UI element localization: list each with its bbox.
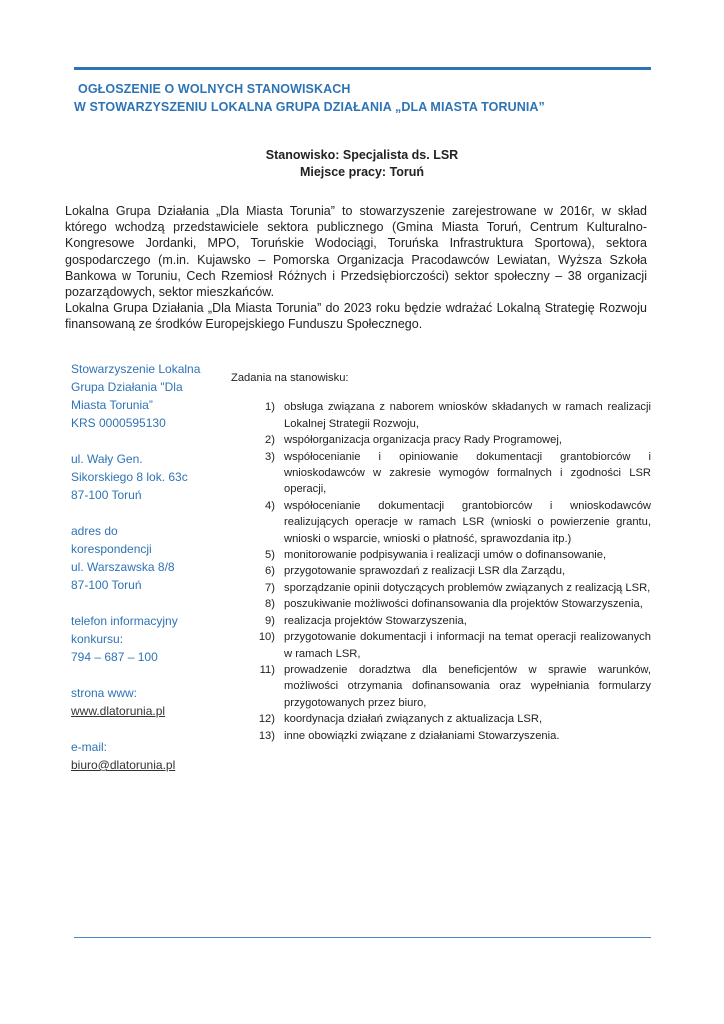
correspondence-line: adres do	[71, 524, 118, 538]
task-text: poszukiwanie możliwości dofinansowania dla projektów Stowarzyszenia,	[284, 598, 643, 611]
task-text: prowadzenie doradztwa dla beneficjentów w sprawie warunków, możliwości otrzymania dofinansowania oraz wypełniania formularzy przygotowanych przez biuro,	[284, 663, 651, 709]
task-number: 12)	[258, 713, 275, 726]
www-label: strona www:	[71, 686, 138, 700]
task-item	[231, 613, 651, 629]
correspondence-line: korespondencji	[71, 542, 152, 556]
announcement-header	[74, 80, 674, 116]
phone-label: telefon informacyjny	[71, 614, 178, 628]
workplace: Miejsce pracy: Toruń	[299, 165, 425, 179]
header-line-2: W STOWARZYSZENIU LOKALNA GRUPA DZIAŁANIA „DLA MIASTA TORUNIA”	[74, 100, 545, 114]
address-block	[71, 450, 221, 504]
task-text: współocenianie i opiniowanie dokumentacji grantobiorców i wnioskodawców w zakresie wymogów formalnych i zgodności LSR operacji,	[284, 450, 651, 496]
top-divider	[74, 67, 651, 70]
contact-sidebar	[71, 360, 221, 792]
tasks-title: Zadania na stanowisku:	[231, 372, 349, 384]
position-title: Stanowisko: Specjalista ds. LSR	[265, 148, 459, 162]
task-number: 4)	[265, 499, 275, 512]
phone-label: konkursu:	[71, 632, 124, 646]
bottom-divider	[74, 937, 651, 938]
tasks-section	[231, 370, 651, 744]
address-line: 87-100 Toruń	[71, 488, 142, 502]
task-item	[231, 662, 651, 711]
correspondence-block	[71, 522, 221, 594]
address-line: ul. Wały Gen.	[71, 452, 143, 466]
task-number: 5)	[265, 549, 275, 562]
address-line: Sikorskiego 8 lok. 63c	[71, 470, 188, 484]
task-text: koordynacja działań związanych z aktualizacja LSR,	[284, 713, 543, 726]
task-item	[231, 596, 651, 612]
task-text: monitorowanie podpisywania i realizacji umów o dofinansowanie,	[284, 549, 607, 562]
correspondence-line: 87-100 Toruń	[71, 578, 142, 592]
task-number: 13)	[258, 729, 275, 742]
task-item	[231, 580, 651, 596]
task-number: 7)	[265, 581, 275, 594]
www-link[interactable]: www.dlatorunia.pl	[71, 704, 166, 718]
task-item	[231, 728, 651, 744]
task-number: 10)	[258, 631, 275, 644]
org-block	[71, 360, 221, 432]
email-label: e-mail:	[71, 740, 108, 754]
task-text: współorganizacja organizacja pracy Rady Programowej,	[284, 434, 562, 447]
org-line: Miasta Torunia”	[71, 398, 153, 412]
task-item	[231, 432, 651, 448]
phone-block	[71, 612, 221, 666]
task-number: 2)	[265, 434, 275, 447]
email-block	[71, 738, 221, 774]
task-item	[231, 563, 651, 579]
email-link[interactable]: biuro@dlatorunia.pl	[71, 758, 176, 772]
task-text: współocenianie dokumentacji grantobiorców i wnioskodawców realizujących operacje w ramach LSR (wnioski o powierzenie grantu, wnioski o wsparcie, wnioski o płatność, sprawozdania itp.)	[284, 499, 651, 545]
intro-paragraph-2: Lokalna Grupa Działania „Dla Miasta Torunia” do 2023 roku będzie wdrażać Lokalną Strategię Rozwoju finansowaną ze środków Europejskiego Funduszu Społecznego.	[65, 301, 647, 332]
task-text: inne obowiązki związane z działaniami Stowarzyszenia.	[284, 729, 560, 742]
task-number: 3)	[265, 450, 275, 463]
krs-number: KRS 0000595130	[71, 416, 166, 430]
position-info	[0, 147, 724, 181]
task-item	[231, 498, 651, 547]
task-item	[231, 399, 651, 432]
phone-number: 794 – 687 – 100	[71, 650, 158, 664]
task-text: obsługa związana z naborem wniosków składanych w ramach realizacji Lokalnej Strategii Rozwoju,	[284, 401, 651, 430]
org-line: Grupa Działania "Dla	[71, 380, 183, 394]
task-number: 1)	[265, 401, 275, 414]
tasks-list	[231, 399, 651, 744]
task-text: sporządzanie opinii dotyczących problemów związanych z realizacją LSR,	[284, 581, 651, 594]
intro-text	[65, 203, 647, 333]
task-number: 8)	[265, 598, 275, 611]
task-item	[231, 711, 651, 727]
www-block	[71, 684, 221, 720]
task-text: realizacja projektów Stowarzyszenia,	[284, 614, 467, 627]
task-number: 11)	[259, 663, 275, 676]
task-item	[231, 629, 651, 662]
header-line-1: OGŁOSZENIE O WOLNYCH STANOWISKACH	[78, 82, 351, 96]
task-number: 6)	[265, 565, 275, 578]
task-text: przygotowanie sprawozdań z realizacji LSR dla Zarządu,	[284, 565, 566, 578]
intro-paragraph-1: Lokalna Grupa Działania „Dla Miasta Torunia” to stowarzyszenie zarejestrowane w 2016r, w skład którego wchodzą przedstawiciele sektora publicznego (Gmina Miasta Toruń, Centrum Kulturalno-Kongresowe Jordanki, MPO, Toruńskie Wodociągi, Toruńska Infrastruktura Sportowa), sektora gospodarczego (m.in. Kujawsko – Pomorska Organizacja Pracodawców Lewiatan, Wyższa Szkoła Bankowa w Toruniu, Cech Rzemiosł Różnych i Przedsiębiorczości) sektor społeczny – 38 organizacji pozarządowych, sektor mieszkańców.	[65, 204, 647, 300]
task-item	[231, 547, 651, 563]
task-number: 9)	[265, 614, 275, 627]
correspondence-line: ul. Warszawska 8/8	[71, 560, 175, 574]
task-item	[231, 449, 651, 498]
task-text: przygotowanie dokumentacji i informacji na temat operacji realizowanych w ramach LSR,	[284, 631, 651, 660]
org-line: Stowarzyszenie Lokalna	[71, 362, 201, 376]
